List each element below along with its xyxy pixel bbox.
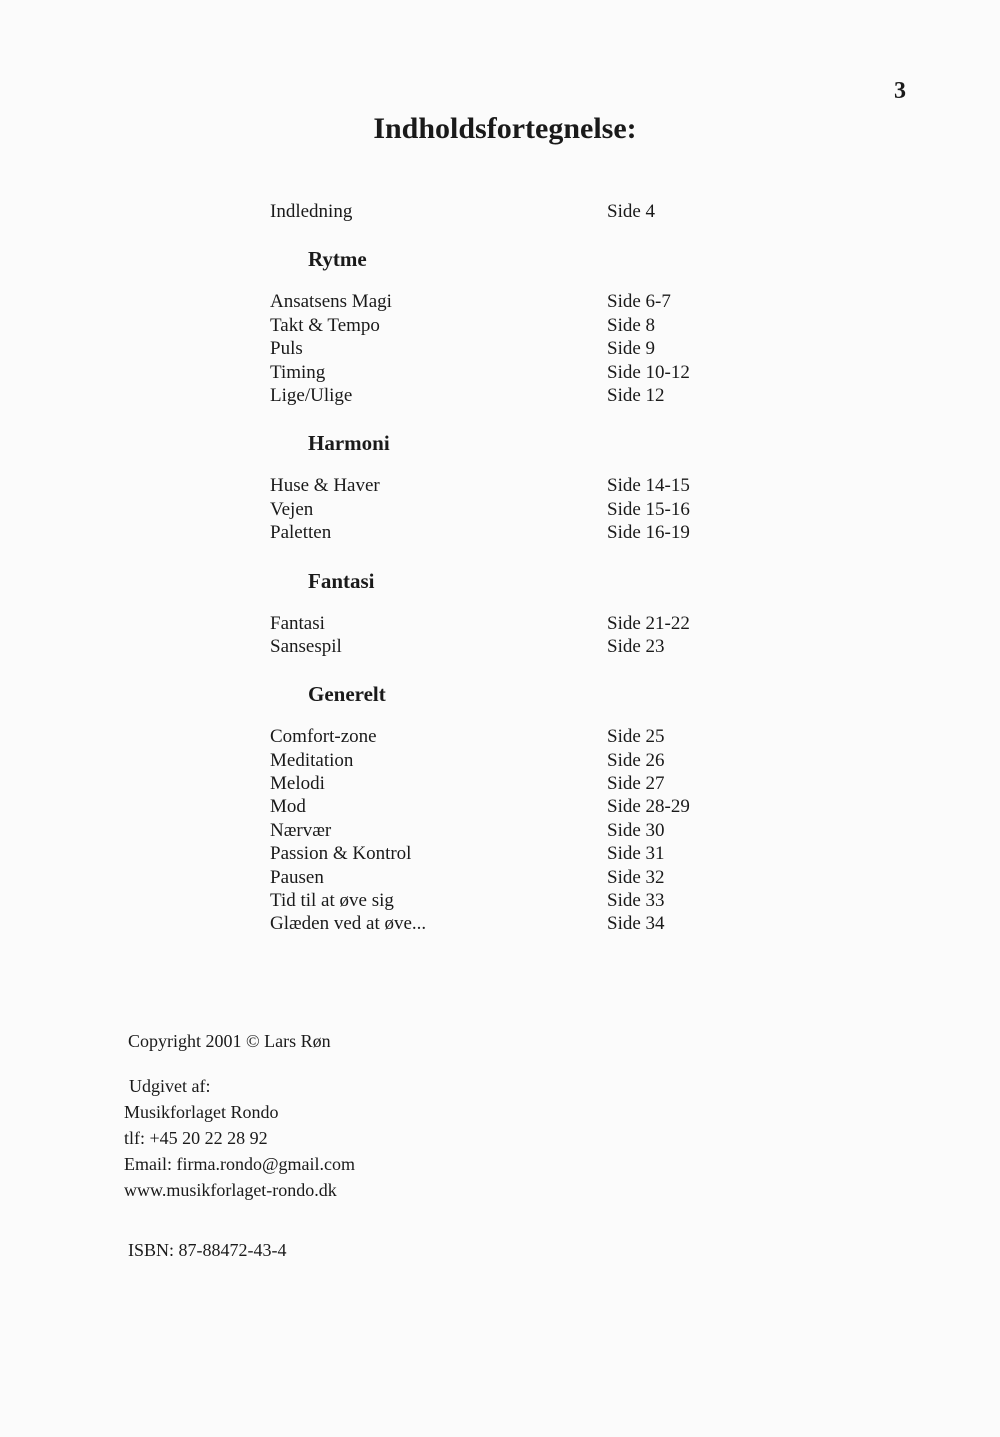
isbn-text: ISBN: 87-88472-43-4 bbox=[128, 1240, 287, 1260]
toc-entry bbox=[270, 290, 750, 313]
publisher-website: www.musikforlaget-rondo.dk bbox=[124, 1180, 337, 1200]
toc-entry-page: Side 10-12 bbox=[607, 361, 690, 383]
toc-entry-title: Takt & Tempo bbox=[270, 314, 380, 336]
section-heading-fantasi: Fantasi bbox=[308, 568, 375, 593]
published-by-label: Udgivet af: bbox=[129, 1076, 211, 1096]
toc-entry bbox=[270, 521, 750, 544]
toc-entry-title: Pausen bbox=[270, 866, 324, 888]
toc-entry-title: Timing bbox=[270, 361, 326, 383]
toc-entry-page: Side 14-15 bbox=[607, 475, 690, 497]
toc-entry-title: Melodi bbox=[270, 773, 325, 795]
copyright-notice bbox=[128, 1028, 331, 1054]
toc-entry-title: Tid til at øve sig bbox=[270, 890, 394, 912]
toc-entry bbox=[270, 314, 750, 337]
toc-entry-page: Side 9 bbox=[607, 338, 656, 360]
toc-entry-page: Side 16-19 bbox=[607, 522, 690, 544]
toc-entry-page: Side 12 bbox=[607, 384, 665, 406]
page-title: Indholdsfortegnelse: bbox=[373, 112, 637, 145]
isbn bbox=[128, 1237, 287, 1263]
toc-entry bbox=[270, 912, 750, 935]
toc-entry-title: Nærvær bbox=[270, 819, 332, 841]
toc-entry-page: Side 15-16 bbox=[607, 498, 690, 520]
section-heading-harmoni: Harmoni bbox=[308, 431, 390, 456]
toc-entry bbox=[270, 337, 750, 360]
toc-entry-title: Paletten bbox=[270, 522, 332, 544]
toc-entry bbox=[270, 749, 750, 772]
toc-entry-page: Side 21-22 bbox=[607, 612, 690, 634]
toc-entry-page: Side 4 bbox=[607, 201, 656, 222]
publisher-phone: tlf: +45 20 22 28 92 bbox=[124, 1128, 268, 1148]
toc-entry-page: Side 25 bbox=[607, 726, 665, 748]
publisher-email: Email: firma.rondo@gmail.com bbox=[124, 1154, 356, 1174]
toc-entry-intro bbox=[270, 200, 750, 223]
toc-entry-title: Huse & Haver bbox=[270, 475, 380, 497]
toc-entry-page: Side 32 bbox=[607, 866, 665, 888]
toc-entry bbox=[270, 612, 750, 635]
toc-entry bbox=[270, 498, 750, 521]
toc-entry-page: Side 33 bbox=[607, 890, 665, 912]
toc-entry bbox=[270, 725, 750, 748]
toc-entry bbox=[270, 889, 750, 912]
toc-entry-page: Side 26 bbox=[607, 749, 665, 771]
toc-entry-page: Side 34 bbox=[607, 913, 665, 935]
toc-entry-title: Fantasi bbox=[270, 612, 325, 634]
toc-entry-page: Side 23 bbox=[607, 635, 665, 657]
toc-entry-page: Side 30 bbox=[607, 819, 665, 841]
toc-entry bbox=[270, 635, 750, 658]
toc-entry-title: Ansatsens Magi bbox=[270, 291, 392, 313]
section-entries-harmoni bbox=[270, 474, 750, 544]
toc-entry bbox=[270, 866, 750, 889]
toc-entry-page: Side 8 bbox=[607, 314, 656, 336]
copyright-text: Copyright 2001 © Lars Røn bbox=[128, 1031, 331, 1051]
toc-entry-page: Side 6-7 bbox=[607, 291, 671, 313]
toc-entry-title: Glæden ved at øve... bbox=[270, 913, 427, 935]
toc-entry bbox=[270, 842, 750, 865]
page-number: 3 bbox=[894, 78, 906, 104]
toc-entry-title: Puls bbox=[270, 338, 303, 360]
section-heading-generelt: Generelt bbox=[308, 682, 386, 707]
toc-entry bbox=[270, 772, 750, 795]
toc-entry-title: Passion & Kontrol bbox=[270, 843, 412, 865]
publisher-name: Musikforlaget Rondo bbox=[124, 1102, 279, 1122]
toc-entry-page: Side 27 bbox=[607, 773, 665, 795]
toc-entry bbox=[270, 819, 750, 842]
section-entries-fantasi bbox=[270, 612, 750, 659]
toc-entry-title: Meditation bbox=[270, 749, 354, 771]
publisher-info bbox=[124, 1073, 355, 1203]
toc-entry bbox=[270, 384, 750, 407]
table-of-contents bbox=[270, 200, 750, 936]
toc-entry-title: Comfort-zone bbox=[270, 726, 377, 748]
toc-entry bbox=[270, 361, 750, 384]
toc-entry-page: Side 28-29 bbox=[607, 796, 690, 818]
toc-entry bbox=[270, 795, 750, 818]
section-heading-rytme: Rytme bbox=[308, 247, 367, 272]
toc-entry bbox=[270, 474, 750, 497]
section-entries-generelt bbox=[270, 725, 750, 936]
toc-entry-title: Vejen bbox=[270, 498, 314, 520]
toc-entry-title: Indledning bbox=[270, 201, 353, 222]
toc-entry-title: Sansespil bbox=[270, 635, 342, 657]
toc-entry-title: Mod bbox=[270, 796, 306, 818]
section-entries-rytme bbox=[270, 290, 750, 407]
toc-entry-title: Lige/Ulige bbox=[270, 384, 353, 406]
toc-entry-page: Side 31 bbox=[607, 843, 665, 865]
